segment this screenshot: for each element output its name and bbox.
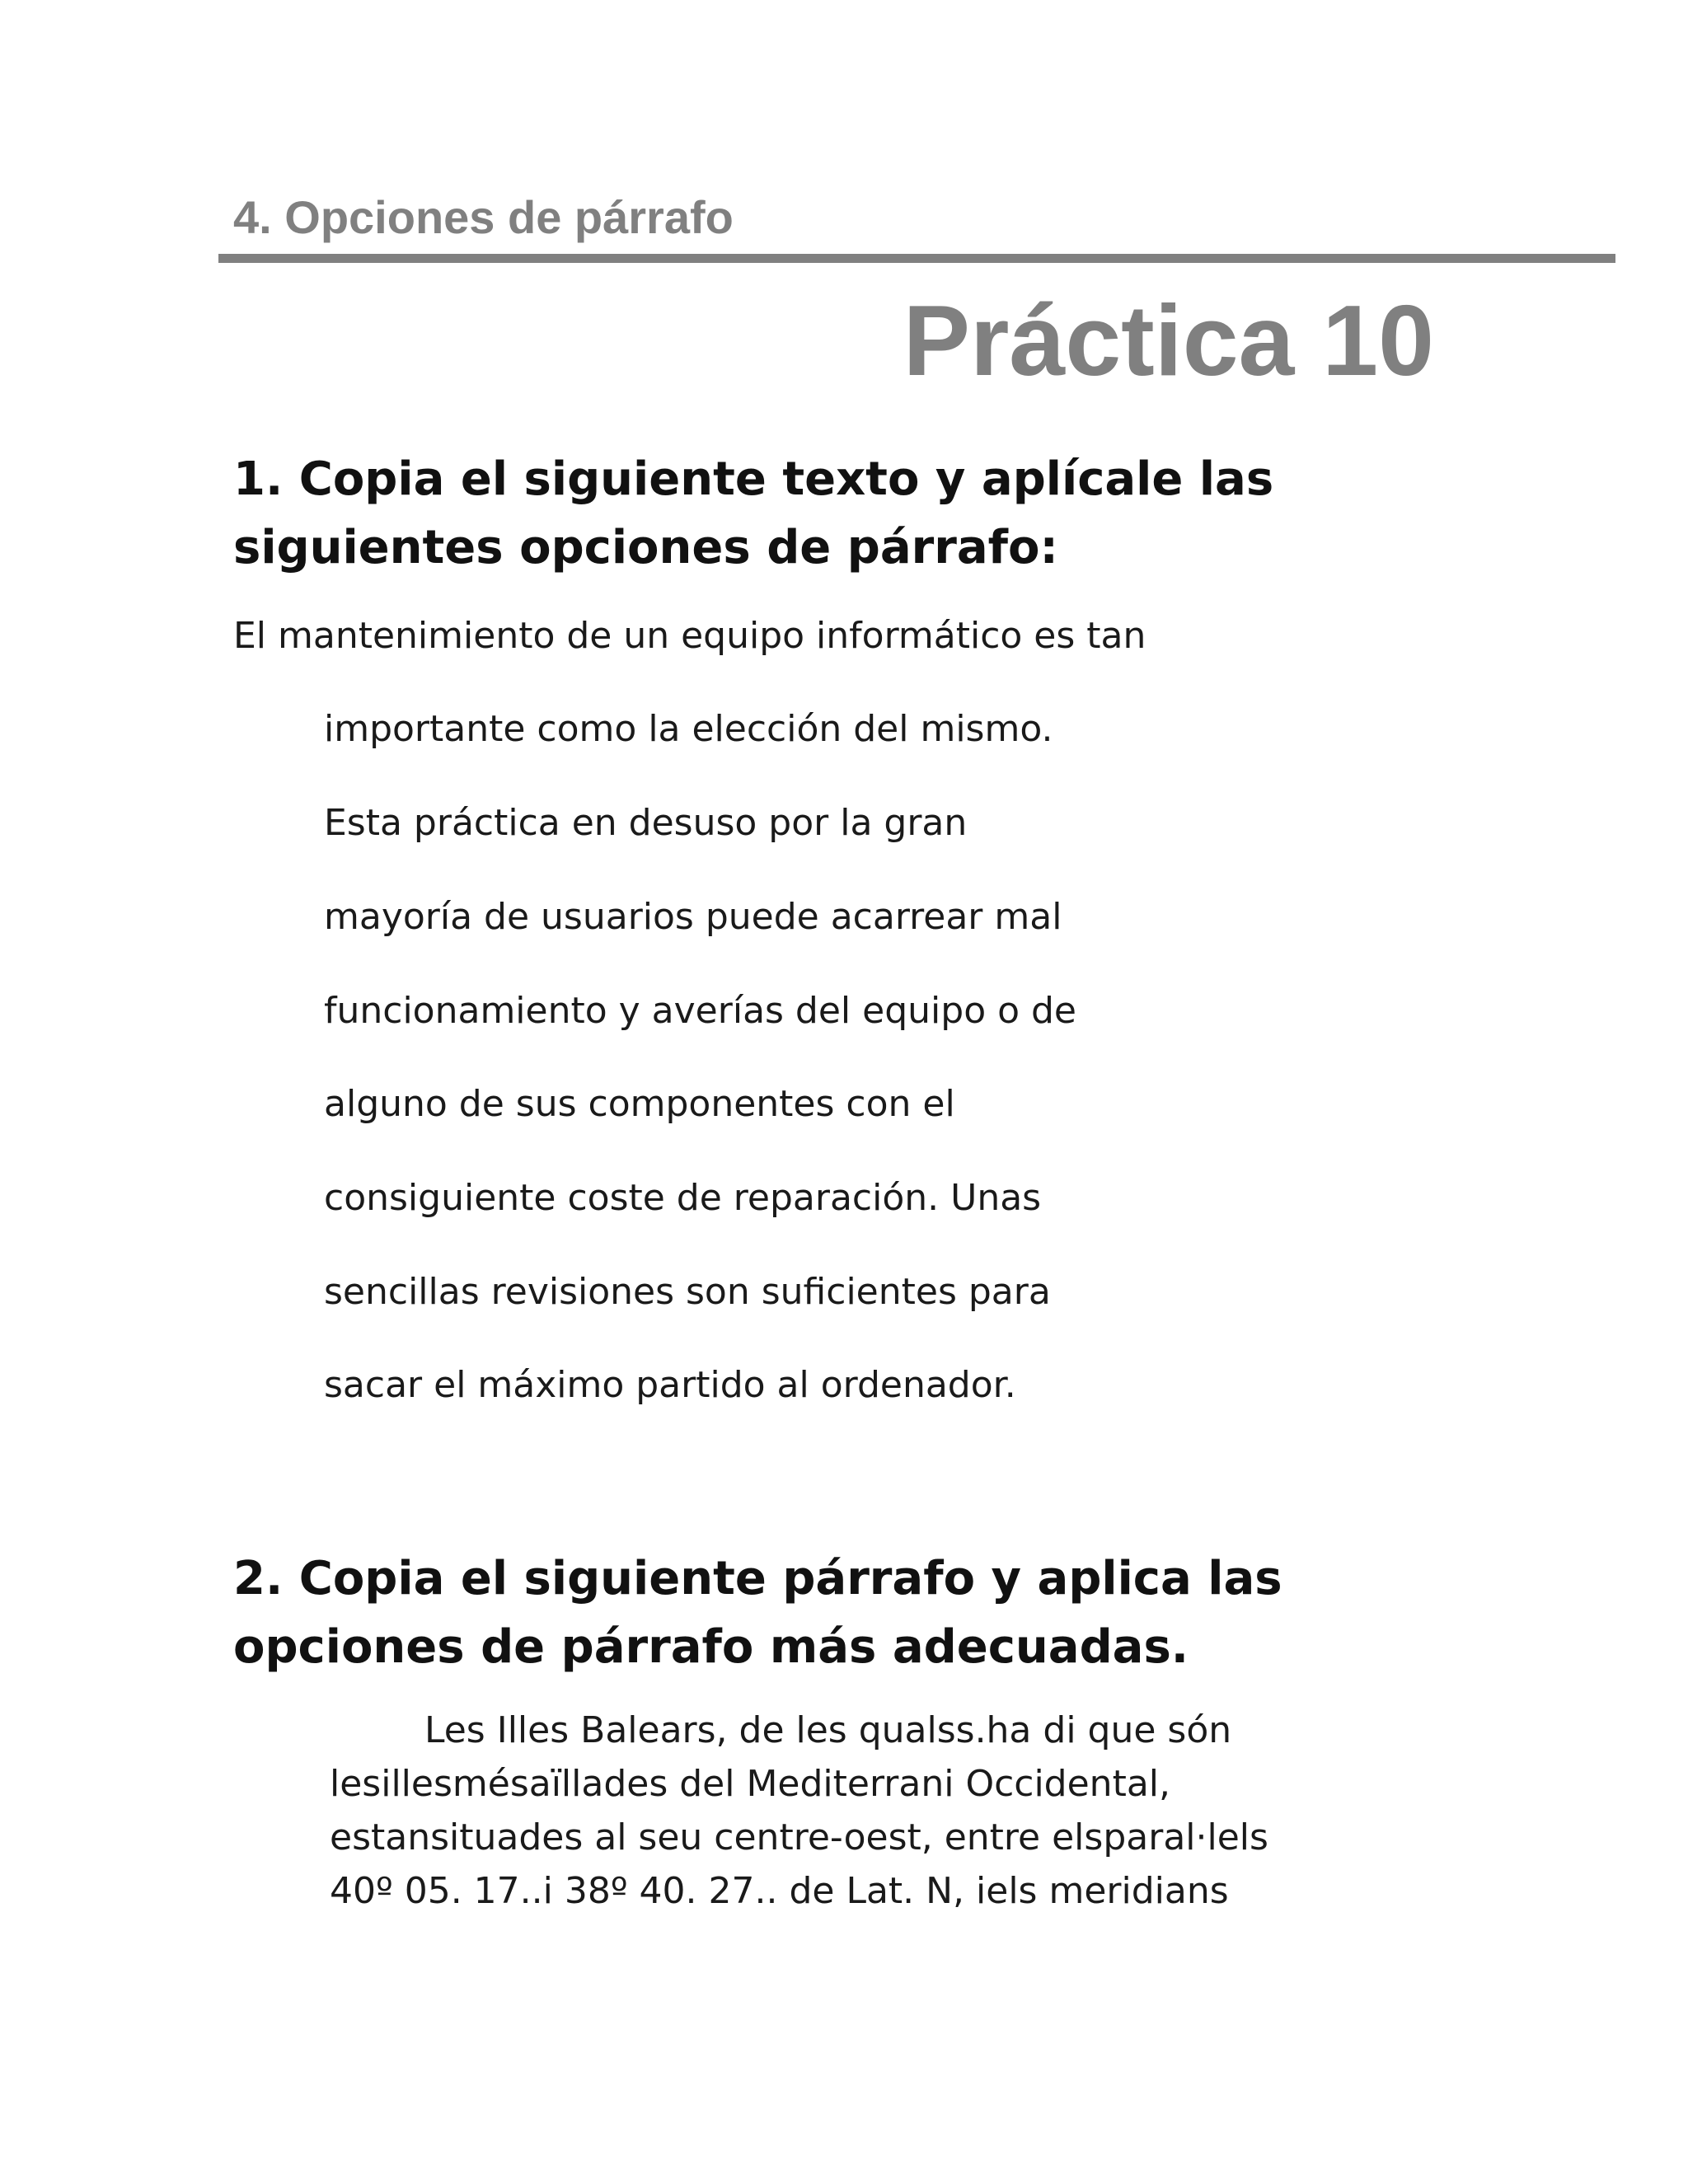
exercise-2-heading-line-1: 2. Copia el siguiente párrafo y aplica las <box>233 1552 1282 1605</box>
exercise-2-text-line: 40º 05. 17..i 38º 40. 27.. de Lat. N, iels meridians <box>330 1870 1229 1912</box>
exercise-1-text-line: funcionamiento y averías del equipo o de <box>324 990 1076 1032</box>
exercise-1-text-line: El mantenimiento de un equipo informático es tan <box>233 615 1146 657</box>
exercise-1-text-line: sacar el máximo partido al ordenador. <box>324 1364 1016 1406</box>
exercise-1-text-line: importante como la elección del mismo. <box>324 708 1053 750</box>
exercise-1-text-line: sencillas revisiones son suficientes para <box>324 1271 1051 1313</box>
exercise-2-text-line: lesillesmésaïllades del Mediterrani Occidental, <box>330 1763 1170 1805</box>
exercise-2-text-line: estansituades al seu centre-oest, entre elsparal·lels <box>330 1816 1268 1858</box>
exercise-2-heading-line-2: opciones de párrafo más adecuadas. <box>233 1620 1189 1674</box>
exercise-1-text-line: alguno de sus componentes con el <box>324 1083 955 1125</box>
exercise-1-text-line: Esta práctica en desuso por la gran <box>324 802 968 844</box>
exercise-1-text-line: mayoría de usuarios puede acarrear mal <box>324 896 1062 938</box>
exercise-1-heading-line-2: siguientes opciones de párrafo: <box>233 521 1058 574</box>
exercise-1-text-line: consiguiente coste de reparación. Unas <box>324 1177 1042 1219</box>
header-divider <box>218 254 1615 263</box>
page-title: Práctica 10 <box>903 284 1434 396</box>
exercise-1-heading-line-1: 1. Copia el siguiente texto y aplícale las <box>233 452 1274 506</box>
section-header: 4. Opciones de párrafo <box>233 191 734 243</box>
exercise-1-heading <box>233 445 1273 582</box>
exercise-2-heading <box>233 1544 1282 1681</box>
exercise-2-text-line: Les Illes Balears, de les qualss.ha di que són <box>424 1709 1232 1751</box>
